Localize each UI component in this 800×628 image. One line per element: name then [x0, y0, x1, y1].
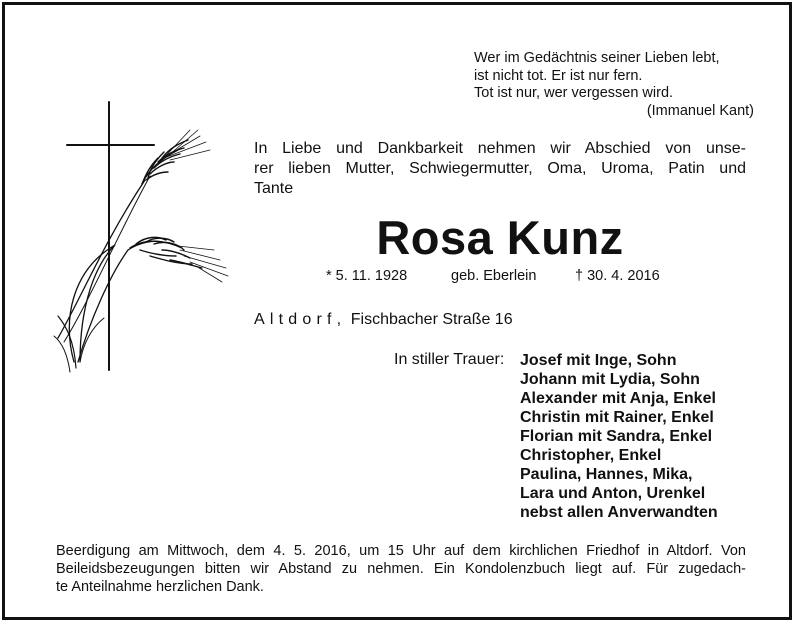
mourner-entry: Paulina, Hannes, Mika, [520, 466, 693, 483]
birth-date: * 5. 11. 1928 [326, 268, 408, 284]
funeral-details [56, 542, 746, 596]
quote-line: Wer im Gedächtnis seiner Lieben lebt, [474, 50, 720, 66]
footer-line: Beerdigung am Mittwoch, dem 4. 5. 2016, um 15 Uhr auf dem kirchlichen Friedhof in Altdorf. Von [56, 543, 746, 559]
memorial-quote [474, 50, 764, 120]
cross-with-wheat-icon [50, 100, 250, 380]
address-town: Altdorf, [254, 311, 347, 328]
quote-author: (Immanuel Kant) [646, 102, 754, 119]
mourner-entry: Florian mit Sandra, Enkel [520, 428, 713, 445]
mourner-entry: Lara und Anton, Urenkel [520, 485, 706, 502]
mourner-entry: Josef mit Inge, Sohn [520, 352, 677, 369]
quote-line: Tot ist nur, wer vergessen wird. [474, 85, 674, 101]
farewell-intro [254, 139, 746, 199]
mourner-entry: Johann mit Lydia, Sohn [520, 371, 700, 388]
mourner-entry: Christin mit Rainer, Enkel [520, 409, 714, 426]
intro-line: Tante [254, 180, 294, 197]
mourner-entry: Alexander mit Anja, Enkel [520, 390, 716, 407]
mourners-list [520, 351, 718, 522]
death-date: † 30. 4. 2016 [575, 268, 660, 284]
address-street: Fischbacher Straße 16 [350, 311, 513, 328]
deceased-name: Rosa Kunz [376, 211, 624, 264]
mourner-entry: nebst allen Anverwandten [520, 504, 718, 521]
maiden-name: geb. Eberlein [451, 268, 537, 284]
mourner-entry: Christopher, Enkel [520, 447, 662, 464]
quote-line: ist nicht tot. Er ist nur fern. [474, 67, 643, 84]
intro-line: In Liebe und Dankbarkeit nehmen wir Abschied von unse- [254, 140, 746, 157]
footer-line: Beileidsbezeugungen bitten wir Abstand zu nehmen. Ein Kondolenzbuch liegt auf. Für zugedach- [56, 561, 746, 577]
address [254, 311, 513, 329]
mourning-label: In stiller Trauer: [394, 351, 505, 368]
intro-line: rer lieben Mutter, Schwiegermutter, Oma, Uroma, Patin und [254, 160, 746, 177]
footer-line: te Anteilnahme herzlichen Dank. [56, 579, 264, 595]
